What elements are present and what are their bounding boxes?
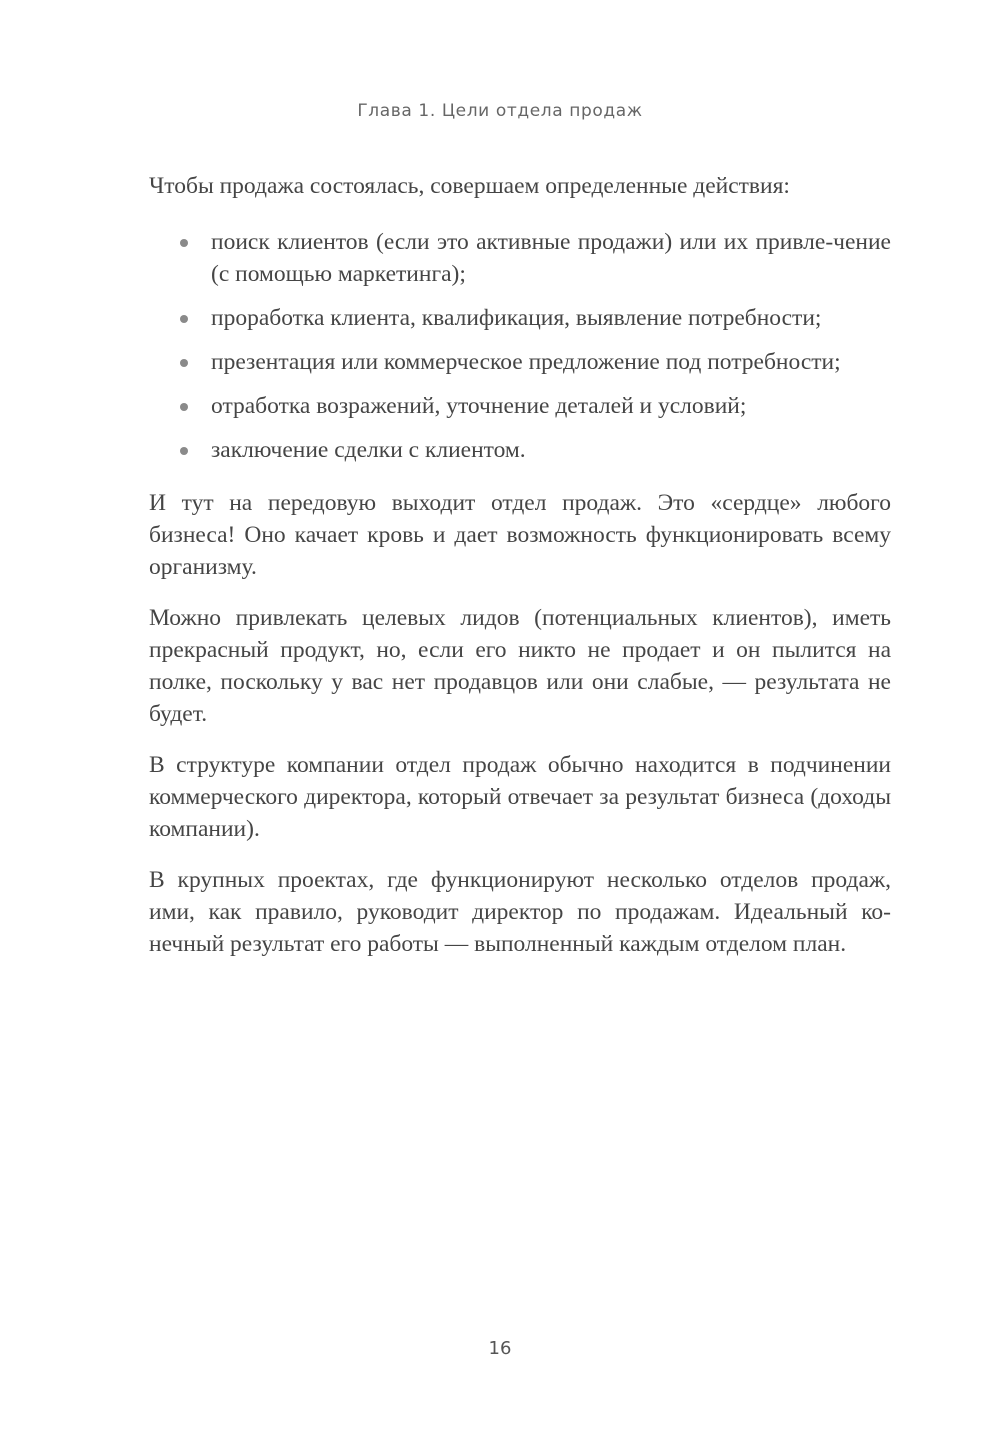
list-item <box>149 434 891 466</box>
page-number: 16 <box>488 1338 512 1359</box>
bullet-icon <box>180 239 188 247</box>
bullet-icon <box>180 315 188 323</box>
paragraph-structure: В структуре компании отдел продаж обычно находится в подчинении коммерческого директора, который отвечает за результат бизнеса (доходы компании). <box>149 752 891 842</box>
paragraph-sales-heart: И тут на передовую выходит отдел продаж. Это «сердце» любого бизнеса! Оно качает кровь и дает возможность функционировать всему организму. <box>149 490 891 580</box>
list-item <box>149 226 891 290</box>
list-item-text: проработка клиента, квалификация, выявление потребности; <box>211 305 822 331</box>
action-list <box>149 226 891 466</box>
list-item <box>149 346 891 378</box>
list-item-text: отработка возражений, уточнение деталей и условий; <box>211 393 747 419</box>
bullet-icon <box>180 403 188 411</box>
body-text <box>149 170 891 979</box>
intro-paragraph: Чтобы продажа состоялась, совершаем определенные действия: <box>149 173 790 199</box>
list-item-text: поиск клиентов (если это активные продажи) или их привле-чение (с помощью маркетинга); <box>211 229 891 287</box>
bullet-icon <box>180 447 188 455</box>
list-item-text: заключение сделки с клиентом. <box>211 437 526 463</box>
list-item <box>149 390 891 422</box>
paragraph-large-projects: В крупных проектах, где функционируют несколько отделов продаж, ими, как правило, руководит директор по продажам. Идеальный ко-нечный результат его работы — выполненный каждым отделом план. <box>149 867 891 957</box>
paragraph-leads: Можно привлекать целевых лидов (потенциальных клиентов), иметь прекрасный продукт, но, если его никто не продает и он пылится на полке, поскольку у вас нет продавцов или они слабые, — результата не будет. <box>149 605 891 727</box>
running-head: Глава 1. Цели отдела продаж <box>357 101 643 121</box>
list-item <box>149 302 891 334</box>
bullet-icon <box>180 359 188 367</box>
list-item-text: презентация или коммерческое предложение под потребности; <box>211 349 841 375</box>
